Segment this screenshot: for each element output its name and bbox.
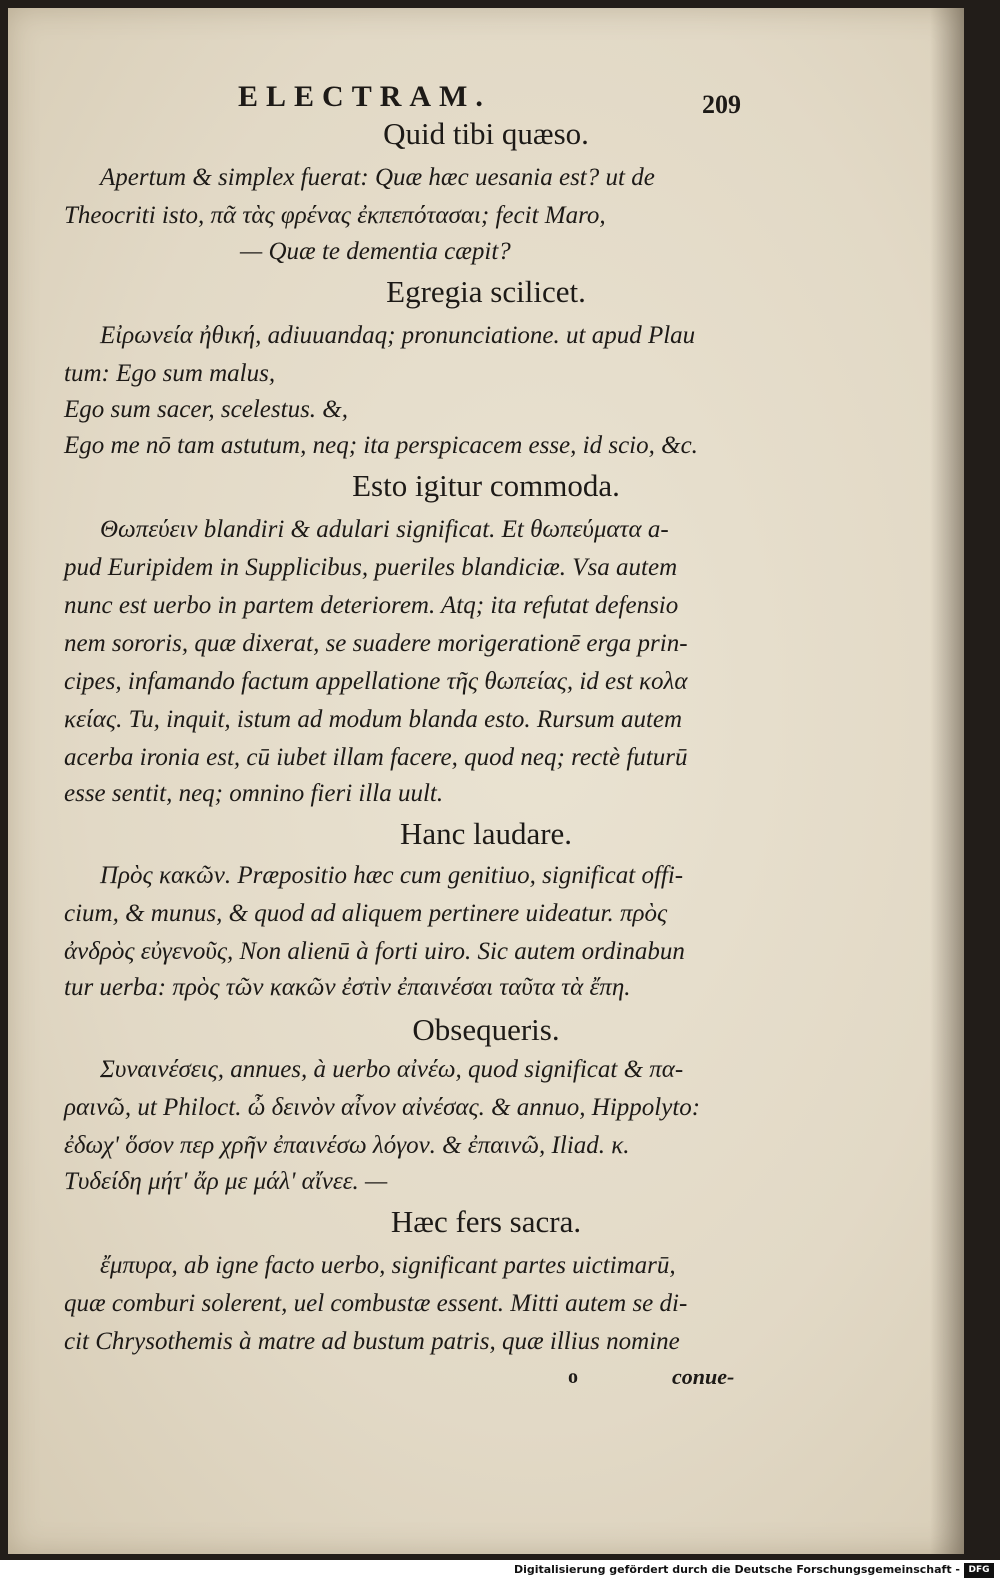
text-line: cium, & munus, & quod ad aliquem pertinere uideatur. πρὸς (64, 900, 668, 927)
lemma-heading: Hæc fers sacra. (390, 1204, 582, 1239)
text-line: ἀνδρὸς εὐγενοῦς, Non alienū à forti uiro. Sic autem ordinabun (64, 938, 685, 965)
text-line: ἔμπυρα, ab igne facto uerbo, significant partes uictimarū, (100, 1252, 676, 1279)
text-line: acerba ironia est, cū iubet illam facere, quod neq; rectè futurū (64, 744, 688, 771)
lemma-heading: Obsequeris. (412, 1012, 560, 1047)
book-page (8, 8, 964, 1554)
lemma-heading: Hanc laudare. (399, 816, 573, 851)
text-line: Ego sum sacer, scelestus. &, (64, 396, 348, 423)
page-gutter-shadow (930, 8, 964, 1554)
lemma-heading: Egregia scilicet. (386, 274, 586, 309)
catchword: conue- (672, 1364, 735, 1389)
text-line: Συναινέσεις, annues, à uerbo αἰνέω, quod significat & πα- (100, 1056, 684, 1083)
text-line: — Quæ te dementia cæpit? (240, 238, 511, 265)
text-line: ἐδωχ' ὅσον περ χρῆν ἐπαινέσω λόγον. & ἐπαινῶ, Iliad. κ. (64, 1132, 630, 1159)
text-line: Τυδείδη μήτ' ἄρ με μάλ' αἴνεε. — (64, 1168, 388, 1195)
text-line: tur uerba: πρὸς τῶν κακῶν ἐστὶν ἐπαινέσαι ταῦτα τὰ ἔπη. (64, 974, 631, 1001)
text-line: cit Chrysothemis à matre ad bustum patris, quæ illius nomine (64, 1328, 680, 1355)
text-line: Apertum & simplex fuerat: Quæ hæc uesania est? ut de (100, 164, 655, 191)
text-line: esse sentit, neq; omnino fieri illa uult. (64, 780, 444, 807)
text-line: κείας. Tu, inquit, istum ad modum blanda esto. Rursum autem (64, 706, 683, 733)
dfg-logo: DFG (964, 1563, 994, 1578)
text-line: Ego me nō tam astutum, neq; ita perspicacem esse, id scio, &c. (64, 432, 698, 459)
credit-text: Digitalisierung gefördert durch die Deutsche Forschungsgemeinschaft - (513, 1563, 960, 1576)
digitization-credit-bar (0, 1560, 1000, 1582)
text-line: Πρὸς κακῶν. Præpositio hæc cum genitiuo, significat offi- (100, 862, 684, 889)
running-head: ELECTRAM. (238, 80, 491, 113)
text-line: pud Euripidem in Supplicibus, pueriles blandiciæ. Vsa autem (64, 554, 678, 581)
lemma-heading: Esto igitur commoda. (352, 468, 620, 503)
text-line: Θωπεύειν blandiri & adulari significat. Et θωπεύματα a- (100, 516, 669, 543)
text-line: tum: Ego sum malus, (64, 360, 276, 387)
signature-mark: o (568, 1366, 578, 1388)
text-line: ραινῶ, ut Philoct. ὦ δεινὸν αἶνον αἰνέσας. & annuo, Hippolyto: (64, 1094, 701, 1121)
text-line: quæ comburi solerent, uel combustæ essent. Mitti autem se di- (64, 1290, 688, 1317)
text-line: cipes, infamando factum appellatione τῆς θωπείας, id est κολα (64, 668, 688, 695)
page-number: 209 (702, 90, 741, 119)
text-line: nunc est uerbo in partem deteriorem. Atq; ita refutat defensio (64, 592, 679, 619)
text-line: Εἰρωνεία ἠθική, adiuuandaq; pronunciatione. ut apud Plau (100, 322, 696, 349)
text-line: nem sororis, quæ dixerat, se suadere morigerationē erga prin- (64, 630, 688, 657)
text-line: Theocriti isto, πᾶ τὰς φρένας ἐκπεπότασαι; fecit Maro, (64, 202, 606, 229)
lemma-heading: Quid tibi quæso. (383, 116, 589, 151)
